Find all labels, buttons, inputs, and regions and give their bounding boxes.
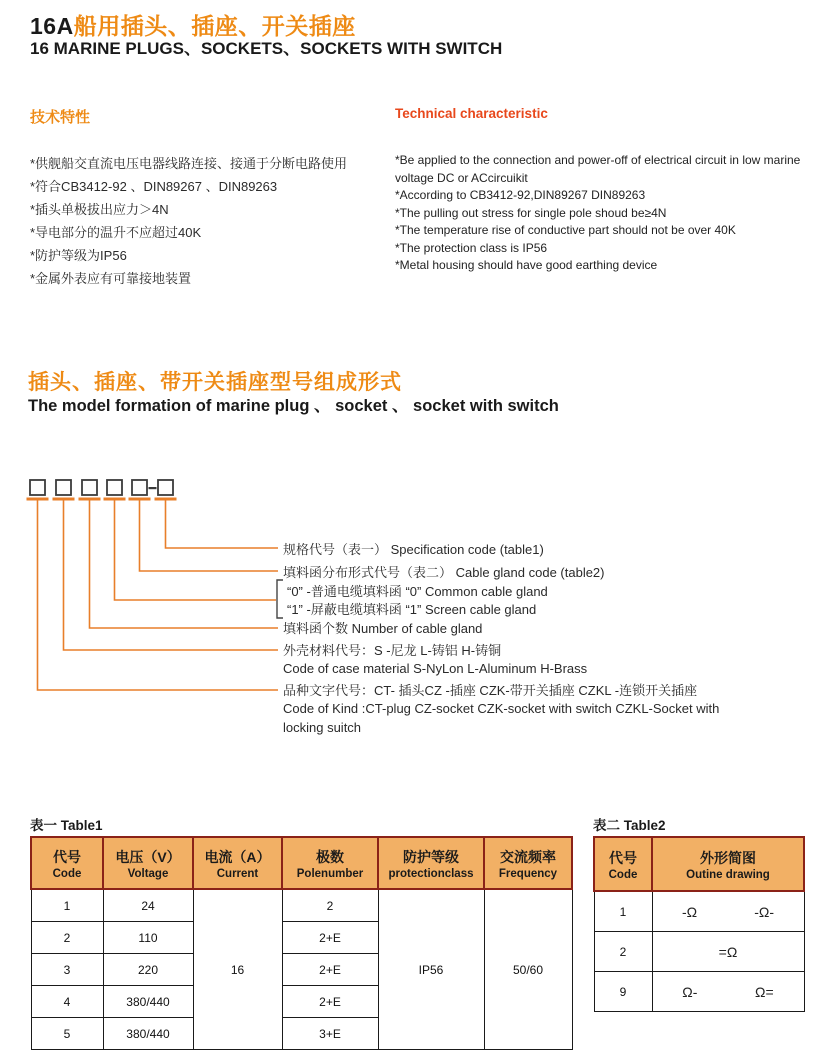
- tech-bullet: *防护等级为IP56: [30, 248, 127, 263]
- diagram-label-specification: 规格代号（表一） Specification code (table1): [283, 542, 544, 557]
- model-heading-cn: 插头、插座、带开关插座型号组成形式: [28, 371, 402, 394]
- header-label-cn: 代号: [609, 849, 637, 866]
- cell-code: 3: [31, 954, 103, 986]
- table1-header-frequency: [484, 837, 572, 889]
- table-row: [594, 972, 804, 1012]
- option-bracket: [277, 580, 283, 618]
- cell-pole: 2+E: [282, 986, 378, 1018]
- outline-drawing-icon: -Ω-: [754, 903, 774, 920]
- diagram-label-gland-number: 填料函个数 Number of cable gland: [283, 621, 483, 636]
- diagram-label-gland-1: “1” -屏蔽电缆填料函 “1” Screen cable gland: [287, 602, 537, 617]
- header-label-en: Frequency: [498, 867, 558, 880]
- model-heading-en: The model formation of marine plug 、 socket 、 socket with switch: [28, 397, 559, 415]
- header-label-cn: 极数: [316, 848, 344, 865]
- header-label-en: Outine drawing: [686, 868, 770, 881]
- header-label-en: Polenumber: [296, 867, 364, 880]
- diagram-label-gland-0: “0” -普通电缆填料函 “0” Common cable gland: [287, 584, 548, 599]
- outline-drawing-icon: -Ω: [682, 903, 698, 920]
- table-row: [594, 891, 804, 932]
- cell-frequency-merged: 50/60: [484, 889, 572, 1050]
- tech-bullet: *The protection class is IP56: [395, 240, 548, 255]
- tech-bullet: *According to CB3412-92,DIN89267 DIN89263: [395, 188, 646, 202]
- outline-drawing-icon: Ω-: [682, 983, 698, 1000]
- box-underlines: [27, 498, 177, 501]
- cell-pole: 2: [282, 889, 378, 922]
- table-row: [594, 932, 804, 972]
- cell-code: 2: [594, 932, 652, 972]
- header-label-cn: 交流频率: [500, 848, 556, 865]
- cell-code: 2: [31, 922, 103, 954]
- table2-header-code: [594, 837, 652, 891]
- cell-code: 4: [31, 986, 103, 1018]
- code-box: [56, 480, 71, 495]
- tech-heading-cn: 技术特性: [30, 109, 91, 126]
- code-box: [30, 480, 45, 495]
- tech-bullet: *Be applied to the connection and power-off of electrical circuit in low marine voltage DC or ACcircuikit: [395, 153, 801, 185]
- tech-bullets-en: [395, 152, 820, 275]
- tech-bullet: *The pulling out stress for single pole shoud be≥4N: [395, 205, 667, 220]
- header-label-en: Voltage: [127, 867, 169, 880]
- connector-lines: [38, 500, 279, 690]
- code-box: [107, 480, 122, 495]
- table1-header-voltage: [103, 837, 193, 889]
- header-label-en: Code: [52, 867, 82, 880]
- cell-voltage: 220: [103, 954, 193, 986]
- cell-pole: 2+E: [282, 954, 378, 986]
- header-label-en: protectionclass: [388, 867, 474, 880]
- tech-bullet: *供舰船交直流电压电器线路连接、接通于分断电路使用: [30, 156, 348, 171]
- diagram-label-kind-cn: 品种文字代号：CT- 插头CZ -插座 CZK-带开关插座 CZKL -连锁开关插座: [283, 683, 698, 698]
- cell-drawing: [652, 891, 804, 932]
- cell-voltage: 380/440: [103, 986, 193, 1018]
- page-title-prefix: 16A: [30, 13, 74, 39]
- cell-code: 9: [594, 972, 652, 1012]
- header-label-cn: 代号: [53, 848, 81, 865]
- table1-header-polenumber: [282, 837, 378, 889]
- table1-specification: [30, 836, 573, 1050]
- table2-outline-drawing: [593, 836, 805, 1012]
- page-title-cn: 船用插头、插座、开关插座: [73, 13, 356, 39]
- diagram-label-gland-code: 填料函分布形式代号（表二） Cable gland code (table2): [283, 565, 605, 580]
- cell-current-merged: 16: [193, 889, 282, 1050]
- tech-heading-en: Technical characteristic: [395, 106, 548, 121]
- cell-pole: 2+E: [282, 922, 378, 954]
- cell-code: 1: [31, 889, 103, 922]
- cell-protection-merged: IP56: [378, 889, 484, 1050]
- table2-header-drawing: [652, 837, 804, 891]
- code-box: [82, 480, 97, 495]
- table1-header-current: [193, 837, 282, 889]
- diagram-label-kind-en: Code of Kind :CT-plug CZ-socket CZK-socket with switch CZKL-Socket with locking suitch: [283, 701, 720, 735]
- outline-drawing-icon: =Ω: [718, 943, 738, 960]
- model-code-diagram: [0, 478, 830, 758]
- header-label-cn: 防护等级: [403, 848, 459, 865]
- outline-drawing-icon: Ω=: [755, 983, 774, 1000]
- cell-pole: 3+E: [282, 1018, 378, 1050]
- table1-header-protection: [378, 837, 484, 889]
- header-label-cn: 电流（A）: [204, 848, 271, 865]
- table-row: [31, 889, 572, 922]
- tech-bullets-cn: [30, 152, 395, 290]
- table1-header-row: [31, 837, 572, 889]
- header-label-cn: 外形简图: [700, 849, 756, 866]
- cell-code: 1: [594, 891, 652, 932]
- table2-header-row: [594, 837, 804, 891]
- cell-voltage: 380/440: [103, 1018, 193, 1050]
- cell-code: 5: [31, 1018, 103, 1050]
- tech-bullet: *导电部分的温升不应超过40K: [30, 225, 202, 240]
- tech-bullet: *符合CB3412-92 、DIN89267 、DIN89263: [30, 179, 278, 194]
- table2-caption: 表二 Table2: [593, 818, 666, 833]
- header-label-en: Current: [216, 867, 259, 880]
- table1-header-code: [31, 837, 103, 889]
- code-box: [132, 480, 147, 495]
- dash-separator: [149, 487, 157, 489]
- cell-voltage: 24: [103, 889, 193, 922]
- table1-caption: 表一 Table1: [30, 818, 103, 833]
- diagram-label-material-cn: 外壳材料代号：S -尼龙 L-铸铝 H-铸铜: [283, 643, 502, 658]
- header-label-cn: 电压（V）: [115, 848, 181, 865]
- code-box: [158, 480, 173, 495]
- page-subtitle: 16 MARINE PLUGS、SOCKETS、SOCKETS WITH SWITCH: [30, 39, 503, 58]
- tech-bullet: *The temperature rise of conductive part should not be over 40K: [395, 223, 736, 237]
- tech-bullet: *插头单极拔出应力＞4N: [30, 202, 169, 217]
- header-label-en: Code: [608, 868, 638, 881]
- cell-drawing: [652, 932, 804, 972]
- tech-bullet: *Metal housing should have good earthing device: [395, 258, 658, 272]
- tech-bullet: *金属外表应有可靠接地装置: [30, 271, 192, 286]
- diagram-label-material-en: Code of case material S-NyLon L-Aluminum H-Brass: [283, 661, 588, 676]
- cell-drawing: [652, 972, 804, 1012]
- cell-voltage: 110: [103, 922, 193, 954]
